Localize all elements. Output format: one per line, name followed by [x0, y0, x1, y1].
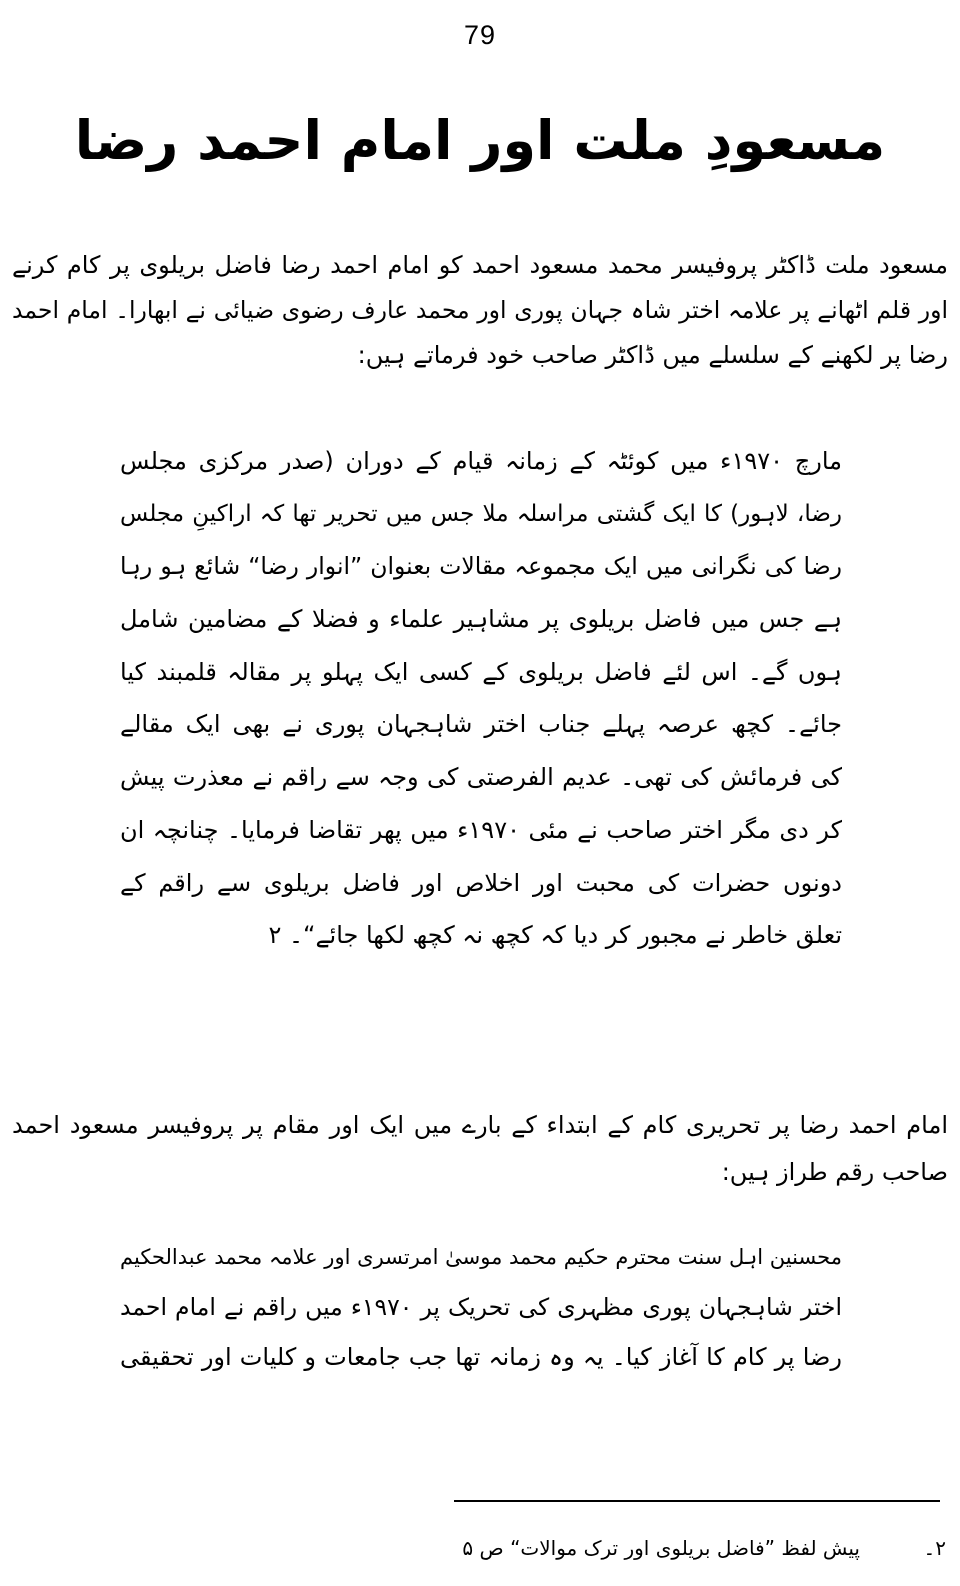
- quote-line: ہے جس میں فاضل بریلوی پر مشاہیر علماء و فضلا کے مضامین شامل: [120, 605, 842, 634]
- footnote-text: پیش لفظ ”فاضل بریلوی اور ترک موالات“ ص ۵: [462, 1536, 860, 1560]
- quote-line: کر دی مگر اختر صاحب نے مئی ۱۹۷۰ء میں پھر تقاضا فرمایا۔ چنانچہ ان: [120, 815, 842, 844]
- block-quote-2: [120, 1232, 842, 1382]
- quote-line: اختر شاہجہان پوری مظہری کی تحریک پر ۱۹۷۰ء میں راقم نے امام احمد: [120, 1293, 842, 1321]
- quote-line: کی فرمائش کی تھی۔ عدیم الفرصتی کی وجہ سے راقم نے معذرت پیش: [120, 763, 842, 792]
- quote-line: رضا پر کام کا آغاز کیا۔ یہ وہ زمانہ تھا جب جامعات و کلیات اور تحقیقی: [120, 1343, 842, 1371]
- quote-line: محسنین اہل سنت محترم حکیم محمد موسیٰ امرتسری اور علامہ محمد عبدالحکیم: [120, 1245, 842, 1269]
- quote-line: رضا، لاہور) کا ایک گشتی مراسلہ ملا جس میں تحریر تھا کہ اراکینِ مجلس: [120, 500, 842, 527]
- paragraph-1: [12, 243, 948, 378]
- text-line: رضا پر لکھنے کے سلسلے میں ڈاکٹر صاحب خود فرماتے ہیں:: [357, 341, 948, 369]
- quote-line: مارچ ۱۹۷۰ء میں کوئٹہ کے زمانہ قیام کے دوران (صدر مرکزی مجلس: [120, 447, 842, 475]
- page-number: 79: [463, 20, 497, 50]
- block-quote-1: [120, 435, 842, 962]
- text-line: امام احمد رضا پر تحریری کام کے ابتداء کے بارے میں ایک اور مقام پر پروفیسر مسعود احمد: [12, 1111, 948, 1139]
- quote-line: رضا کی نگرانی میں ایک مجموعہ مقالات بعنوان ”انوار رضا“ شائع ہو رہا: [120, 552, 842, 581]
- paragraph-2: [12, 1102, 948, 1196]
- text-line: صاحب رقم طراز ہیں:: [721, 1158, 948, 1186]
- chapter-title: مسعودِ ملت اور امام احمد رضا: [74, 109, 886, 172]
- quote-line: ہوں گے۔ اس لئے فاضل بریلوی کے کسی ایک پہلو پر مقالہ قلمبند کیا: [120, 657, 842, 686]
- quote-line: دونوں حضرات کی محبت اور اخلاص اور فاضل بریلوی سے راقم کے: [120, 868, 842, 897]
- text-line: اور قلم اٹھانے پر علامہ اختر شاہ جہان پوری اور محمد عارف رضوی ضیائی نے ابھارا۔ امام احمد: [12, 296, 948, 324]
- footnote-marker: ۲۔: [923, 1536, 946, 1560]
- quote-line: تعلق خاطر نے مجبور کر دیا کہ کچھ نہ کچھ لکھا جائے“۔ ۲: [268, 921, 842, 950]
- footnote-divider: [454, 1500, 940, 1502]
- text-line: مسعود ملت ڈاکٹر پروفیسر محمد مسعود احمد کو امام احمد رضا فاضل بریلوی پر کام کرنے: [12, 251, 948, 279]
- quote-line: جائے۔ کچھ عرصہ پہلے جناب اختر شاہجہان پوری نے بھی ایک مقالے: [120, 710, 842, 739]
